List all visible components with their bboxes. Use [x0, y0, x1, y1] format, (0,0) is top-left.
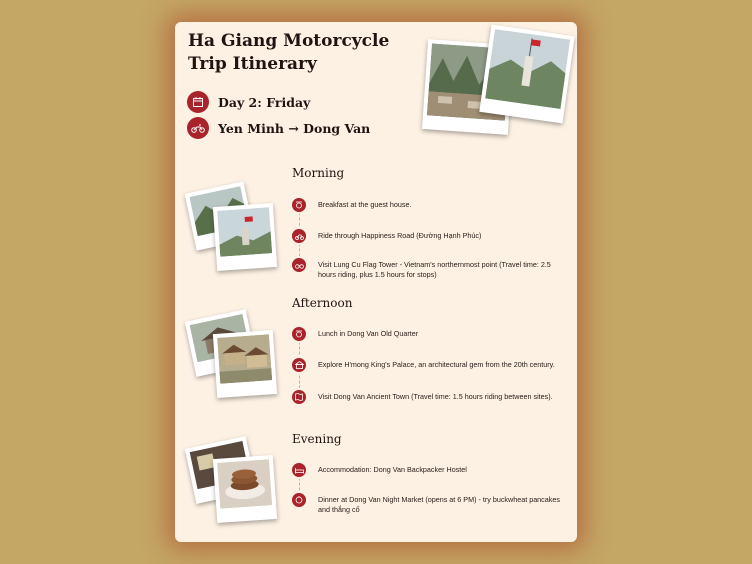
section-title-morning: Morning — [292, 166, 345, 180]
list-item: Lunch in Dong Van Old Quarter — [292, 327, 562, 341]
section-title-afternoon: Afternoon — [292, 296, 353, 310]
bed-icon — [292, 463, 306, 477]
route-label: Yen Minh → Dong Van — [218, 120, 371, 136]
meal-icon — [292, 327, 306, 341]
list-item: Explore H'mong King's Palace, an architectural gem from the 20th century. — [292, 358, 562, 372]
list-item: Visit Lung Cu Flag Tower - Vietnam's northernmost point (Travel time: 2.5 hours riding, plus 1.5 hours for stops) — [292, 258, 562, 280]
list-item: Visit Dong Van Ancient Town (Travel time: 1.5 hours riding between sites). — [292, 390, 562, 404]
photo-afternoon-town — [213, 330, 277, 398]
list-item: Accommodation: Dong Van Backpacker Hostel — [292, 463, 562, 477]
food-icon — [292, 493, 306, 507]
itinerary-card — [175, 22, 577, 542]
meal-icon — [292, 198, 306, 212]
page-title: Ha Giang Motorcycle Trip Itinerary — [188, 31, 390, 74]
route-row — [187, 116, 370, 140]
day-label: Day 2: Friday — [218, 94, 311, 110]
list-item: Ride through Happiness Road (Đường Hạnh Phúc) — [292, 229, 562, 243]
motorbike-icon — [187, 117, 209, 139]
day-row — [187, 90, 310, 114]
photo-evening-pancakes — [213, 455, 277, 523]
list-item: Dinner at Dong Van Night Market (opens at 6 PM) - try buckwheat pancakes and thắng cố — [292, 493, 562, 515]
photo-flag-tower — [479, 25, 574, 124]
photo-morning-flag — [213, 203, 277, 271]
binoculars-icon — [292, 258, 306, 272]
map-icon — [292, 390, 306, 404]
palace-icon — [292, 358, 306, 372]
calendar-icon — [187, 91, 209, 113]
list-item: Breakfast at the guest house. — [292, 198, 562, 212]
motorbike-icon — [292, 229, 306, 243]
section-title-evening: Evening — [292, 432, 342, 446]
